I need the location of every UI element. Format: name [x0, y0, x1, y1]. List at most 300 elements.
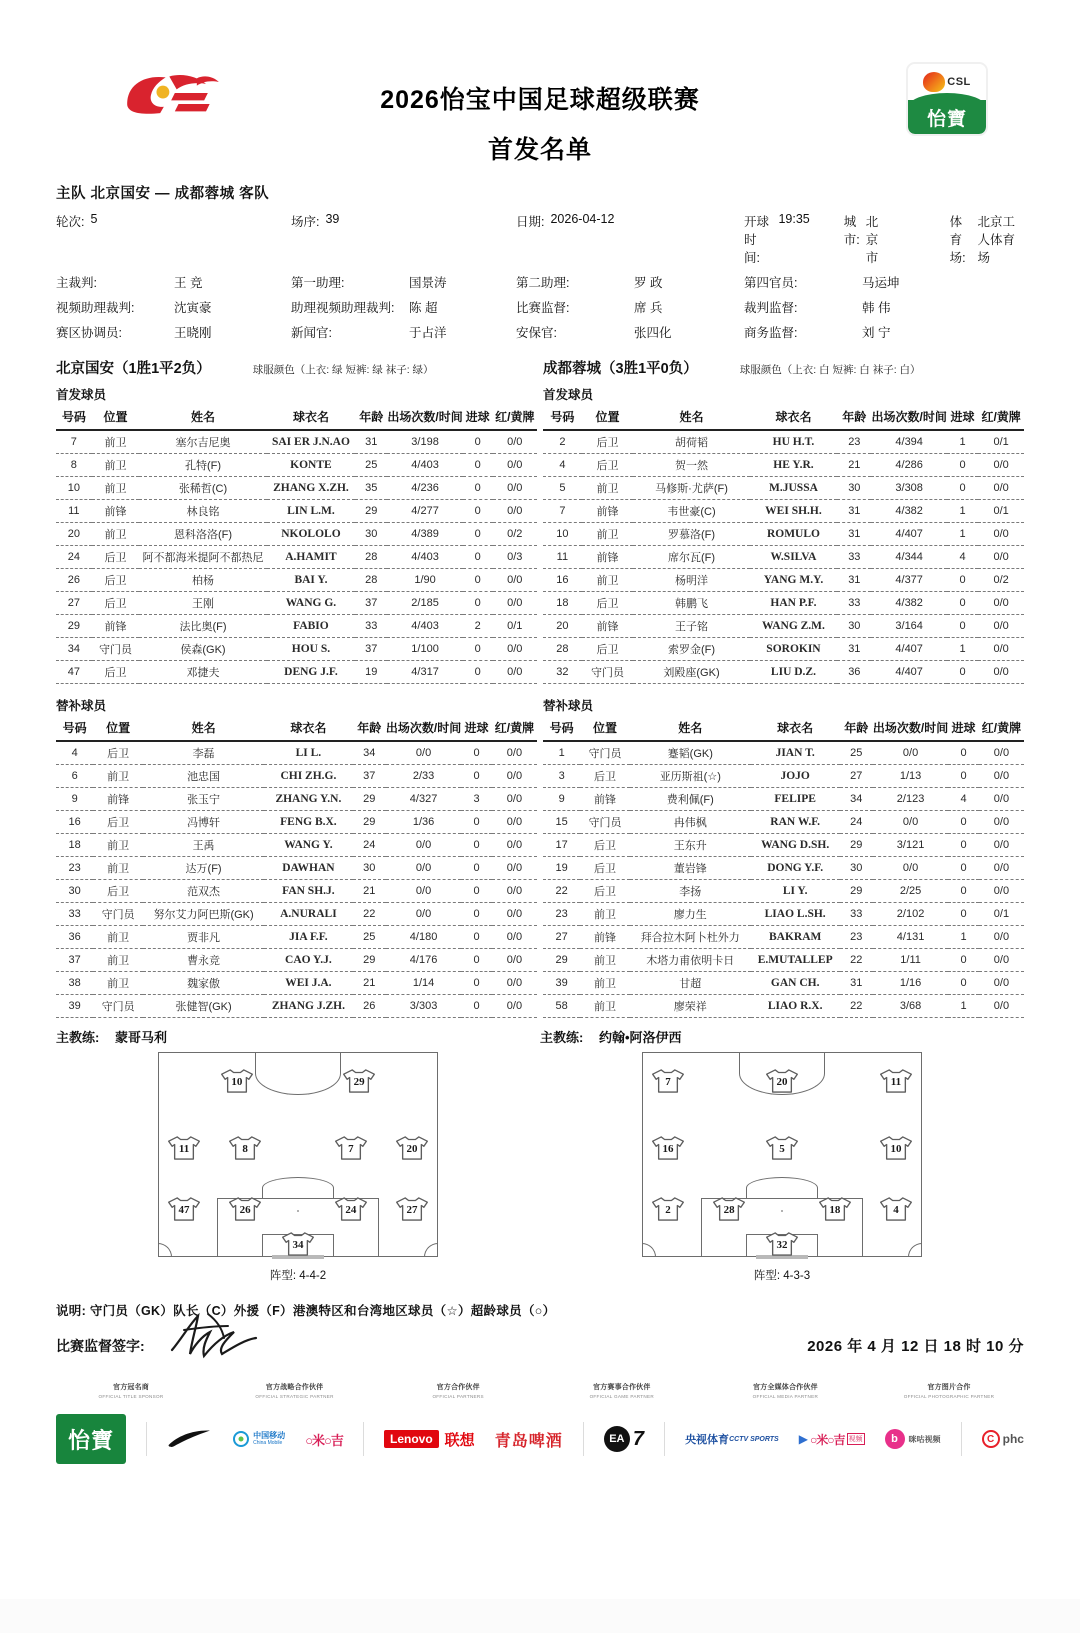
- player-shirt-47: [167, 1195, 201, 1223]
- shirt-number: 16: [662, 1143, 674, 1156]
- cell-pos: 后卫: [580, 834, 630, 857]
- cell-name: 席尔瓦(F): [633, 546, 750, 569]
- cell-pos: 前卫: [93, 949, 143, 972]
- cell-cards: 0/0: [979, 857, 1024, 880]
- sponsor-logos-row: [56, 1413, 1024, 1465]
- cell-cards: 0/0: [493, 569, 537, 592]
- player-shirt-16: [651, 1134, 685, 1162]
- signature-label: 比赛监督签字:: [56, 1337, 145, 1354]
- cell-goals: 0: [948, 949, 979, 972]
- info-stadium-label: 体育场:: [949, 215, 966, 265]
- cell-num: 34: [56, 638, 92, 661]
- cell-apps: 4/344: [871, 546, 946, 569]
- table-row: [543, 926, 1024, 949]
- sponsor-category: [710, 1382, 860, 1399]
- cell-pos: 后卫: [93, 811, 143, 834]
- cell-pos: 前锋: [582, 500, 633, 523]
- cell-pos: 前卫: [93, 926, 143, 949]
- official-fourth: [744, 273, 1024, 291]
- cell-cards: 0/0: [979, 926, 1024, 949]
- info-date-label: 日期:: [516, 215, 545, 229]
- cell-jersey: JIA F.F.: [264, 926, 352, 949]
- cell-goals: 0: [948, 903, 979, 926]
- cell-jersey: FAN SH.J.: [264, 880, 352, 903]
- bili-cn-text: 咪咕视频: [908, 1434, 941, 1444]
- player-shirt-8: [228, 1134, 262, 1162]
- cell-cards: 0/1: [978, 430, 1024, 454]
- cell-cards: 0/0: [492, 857, 537, 880]
- info-date-value: 2026-04-12: [550, 212, 615, 226]
- official-ar1-value: 国景涛: [409, 276, 447, 290]
- cell-age: 31: [837, 569, 871, 592]
- col-cards: 红/黄牌: [492, 717, 537, 741]
- official-fourth-value: 马运坤: [862, 276, 900, 290]
- cell-apps: 0/0: [873, 857, 948, 880]
- table-row: [543, 454, 1024, 477]
- cell-cards: 0/0: [978, 477, 1024, 500]
- cell-goals: 0: [947, 569, 978, 592]
- cell-num: 7: [543, 500, 582, 523]
- cell-jersey: LIU D.Z.: [750, 661, 837, 684]
- cell-num: 30: [56, 880, 93, 903]
- teams-container: [56, 357, 1024, 1018]
- cell-name: 韦世豪(C): [633, 500, 750, 523]
- cell-jersey: LIN L.M.: [267, 500, 356, 523]
- col-age: 年龄: [355, 406, 387, 430]
- cell-num: 11: [543, 546, 582, 569]
- official-coordinator-value: 王晓刚: [174, 326, 212, 340]
- cell-jersey: ZHANG X.ZH.: [267, 477, 356, 500]
- legend-notes: 说明: 守门员（GK）队长（C）外援（F）港澳特区和台湾地区球员（☆）超龄球员（○）: [56, 1304, 556, 1318]
- page-subtitle: 首发名单: [487, 136, 592, 164]
- cell-apps: 0/0: [386, 857, 461, 880]
- cell-goals: 0: [463, 523, 493, 546]
- sponsor-category: [220, 1382, 370, 1399]
- cell-goals: 0: [461, 741, 492, 765]
- col-pos: 位置: [92, 406, 140, 430]
- cell-age: 33: [837, 592, 871, 615]
- official-var: [56, 298, 291, 316]
- migu-arrow-icon: ▶: [798, 1432, 808, 1446]
- cell-num: 2: [543, 430, 582, 454]
- sponsor-category-cn: 官方赛事合作伙伴: [592, 1384, 651, 1391]
- info-city-label: 城市:: [843, 215, 860, 247]
- cell-name: 法比奥(F): [139, 615, 266, 638]
- official-referee: [56, 273, 291, 291]
- table-row: [56, 972, 537, 995]
- cell-name: 曹永竞: [143, 949, 264, 972]
- migu-video-tag: 视频: [847, 1433, 865, 1445]
- formations-row: [56, 1052, 1024, 1283]
- penalty-spot: [781, 1210, 783, 1212]
- cell-goals: 0: [463, 661, 493, 684]
- official-ar1-label: 第一助理:: [291, 276, 345, 290]
- cell-age: 30: [837, 477, 871, 500]
- cell-pos: 后卫: [92, 592, 140, 615]
- cell-cards: 0/0: [492, 880, 537, 903]
- cell-apps: 1/36: [386, 811, 461, 834]
- cell-cards: 0/0: [493, 477, 537, 500]
- cell-cards: 0/0: [979, 741, 1024, 765]
- sponsor-divider: [961, 1422, 962, 1456]
- cell-apps: 4/377: [871, 569, 946, 592]
- official-avar-value: 陈 超: [409, 301, 438, 315]
- cell-goals: 2: [463, 615, 493, 638]
- shirt-number: 10: [231, 1076, 243, 1089]
- cell-num: 19: [543, 857, 580, 880]
- match-info: [56, 182, 1024, 341]
- cell-apps: 2/102: [873, 903, 948, 926]
- cell-apps: 1/11: [873, 949, 948, 972]
- cell-goals: 0: [463, 546, 493, 569]
- cell-apps: 4/407: [871, 523, 946, 546]
- cell-goals: 0: [461, 834, 492, 857]
- cell-goals: 0: [948, 857, 979, 880]
- sponsor-category: [874, 1382, 1024, 1399]
- sponsor-tsingtao: [495, 1428, 563, 1451]
- official-var-label: 视频助理裁判:: [56, 301, 135, 315]
- cell-name: 池忠国: [143, 765, 264, 788]
- cell-jersey: WANG D.SH.: [751, 834, 840, 857]
- table-row: [56, 500, 537, 523]
- cell-cards: 0/0: [493, 454, 537, 477]
- shirt-number: 8: [242, 1143, 248, 1156]
- cell-pos: 前锋: [580, 926, 630, 949]
- cell-name: 塞尔吉尼奥: [139, 430, 266, 454]
- cell-age: 23: [840, 926, 873, 949]
- cell-name: 达万(F): [143, 857, 264, 880]
- cell-goals: 0: [463, 430, 493, 454]
- official-press: [291, 323, 516, 341]
- signature-row: [56, 1335, 1024, 1356]
- table-row: [56, 880, 537, 903]
- cell-pos: 后卫: [93, 880, 143, 903]
- cell-apps: 2/185: [387, 592, 462, 615]
- cell-apps: 4/277: [387, 500, 462, 523]
- supervisor-signature-mark: [164, 1310, 294, 1364]
- cell-age: 35: [355, 477, 387, 500]
- cell-goals: 0: [463, 500, 493, 523]
- cell-apps: 3/308: [871, 477, 946, 500]
- home-team-header: [56, 357, 537, 378]
- cell-jersey: E.MUTALLEP: [751, 949, 840, 972]
- cell-age: 30: [840, 857, 873, 880]
- cell-cards: 0/0: [492, 788, 537, 811]
- cell-cards: 0/0: [979, 765, 1024, 788]
- col-apps: 出场次数/时间: [387, 406, 462, 430]
- official-referee-value: 王 竞: [174, 276, 203, 290]
- cell-age: 33: [837, 546, 871, 569]
- home-starters-title: 首发球员: [56, 388, 107, 402]
- cell-num: 3: [543, 765, 580, 788]
- cell-pos: 前卫: [93, 857, 143, 880]
- cell-name: 亚历斯祖(☆): [630, 765, 751, 788]
- cell-num: 20: [543, 615, 582, 638]
- cell-apps: 2/123: [873, 788, 948, 811]
- official-coordinator-label: 赛区协调员:: [56, 326, 122, 340]
- col-age: 年龄: [840, 717, 873, 741]
- col-apps: 出场次数/时间: [871, 406, 946, 430]
- player-shirt-11: [167, 1134, 201, 1162]
- cell-num: 16: [56, 811, 93, 834]
- cell-goals: 0: [463, 454, 493, 477]
- cell-goals: 0: [948, 834, 979, 857]
- shirt-number: 20: [406, 1143, 418, 1156]
- player-shirt-7: [651, 1067, 685, 1095]
- cell-num: 29: [543, 949, 580, 972]
- cell-num: 47: [56, 661, 92, 684]
- away-formation-label: 阵型: 4-3-3: [753, 1270, 811, 1282]
- cell-num: 23: [56, 857, 93, 880]
- info-matchnum: [291, 212, 516, 266]
- cell-jersey: FABIO: [267, 615, 356, 638]
- cell-pos: 前卫: [582, 477, 633, 500]
- cell-pos: 后卫: [92, 661, 140, 684]
- cell-pos: 前锋: [93, 788, 143, 811]
- shirt-number: 28: [723, 1204, 735, 1217]
- away-subs-table: [543, 717, 1024, 1018]
- cell-jersey: LI Y.: [751, 880, 840, 903]
- cell-age: 22: [840, 949, 873, 972]
- cell-pos: 前卫: [93, 765, 143, 788]
- cell-num: 36: [56, 926, 93, 949]
- table-row: [543, 592, 1024, 615]
- table-row: [543, 972, 1024, 995]
- cell-pos: 前卫: [93, 834, 143, 857]
- official-match-supervisor-value: 席 兵: [634, 301, 663, 315]
- player-shirt-28: [712, 1195, 746, 1223]
- info-matchnum-value: 39: [325, 212, 340, 226]
- table-row: [56, 430, 537, 454]
- cell-name: 王子铭: [633, 615, 750, 638]
- info-kickoff-label: 开球时间:: [744, 215, 770, 265]
- cell-cards: 0/0: [978, 592, 1024, 615]
- table-row: [56, 546, 537, 569]
- cell-age: 23: [837, 430, 871, 454]
- player-shirt-32: [765, 1230, 799, 1258]
- csl-yibao-logo-icon: [906, 62, 988, 136]
- table-row: [543, 661, 1024, 684]
- china-mobile-cn: 中国移动: [253, 1430, 286, 1440]
- officials-grid: [56, 273, 1024, 341]
- player-shirt-34: [281, 1230, 315, 1258]
- cell-pos: 前卫: [582, 523, 633, 546]
- cell-age: 26: [353, 995, 386, 1018]
- cell-goals: 1: [948, 995, 979, 1018]
- cell-age: 21: [353, 972, 386, 995]
- cell-age: 37: [355, 638, 387, 661]
- ea7-text: 7: [632, 1427, 644, 1450]
- cell-age: 29: [353, 949, 386, 972]
- cell-name: 胡荷韬: [633, 430, 750, 454]
- cell-cards: 0/0: [978, 615, 1024, 638]
- table-row: [543, 638, 1024, 661]
- coaches-row: [56, 1027, 1024, 1046]
- table-row: [543, 903, 1024, 926]
- cell-num: 24: [56, 546, 92, 569]
- match-basics-row: [56, 212, 1024, 266]
- col-num: 号码: [56, 406, 92, 430]
- cell-age: 31: [837, 523, 871, 546]
- cell-cards: 0/0: [978, 638, 1024, 661]
- cell-pos: 前卫: [580, 949, 630, 972]
- cell-jersey: FENG B.X.: [264, 811, 352, 834]
- cell-name: 张玉宁: [143, 788, 264, 811]
- cell-goals: 0: [461, 949, 492, 972]
- col-num: 号码: [543, 406, 582, 430]
- sponsor-divider: [583, 1422, 584, 1456]
- table-row: [543, 615, 1024, 638]
- player-shirt-29: [342, 1067, 376, 1095]
- away-formation-wrap: [540, 1052, 1024, 1283]
- cell-num: 17: [543, 834, 580, 857]
- cell-cards: 0/0: [493, 638, 537, 661]
- photo-partner-logo-icon: C: [982, 1430, 1000, 1448]
- china-mobile-text: [253, 1432, 285, 1447]
- official-fourth-label: 第四官员:: [744, 276, 798, 290]
- cell-age: 27: [840, 765, 873, 788]
- cell-goals: 0: [463, 638, 493, 661]
- home-team-column: [56, 357, 537, 1018]
- table-row: [56, 765, 537, 788]
- cell-cards: 0/0: [492, 949, 537, 972]
- table-row: [56, 454, 537, 477]
- cell-name: 廖力生: [630, 903, 751, 926]
- signature-block: [56, 1336, 145, 1356]
- info-kickoff-group: [744, 212, 1024, 266]
- info-matchnum-label: 场序:: [291, 215, 320, 229]
- sponsor-category-labels: [56, 1382, 1024, 1399]
- official-commercial-value: 刘 宁: [862, 326, 891, 340]
- cell-apps: 1/13: [873, 765, 948, 788]
- cfl-logo-icon: [118, 64, 228, 122]
- cell-age: 25: [353, 926, 386, 949]
- table-row: [543, 430, 1024, 454]
- cell-goals: 0: [948, 880, 979, 903]
- official-ar1: [291, 273, 516, 291]
- cell-num: 9: [543, 788, 580, 811]
- cell-num: 10: [543, 523, 582, 546]
- table-row: [543, 477, 1024, 500]
- cell-cards: 0/0: [979, 949, 1024, 972]
- cell-num: 18: [56, 834, 93, 857]
- cell-jersey: NKOLOLO: [267, 523, 356, 546]
- table-row: [56, 477, 537, 500]
- cell-pos: 守门员: [580, 741, 630, 765]
- info-round: [56, 212, 291, 266]
- cell-jersey: RAN W.F.: [751, 811, 840, 834]
- corner-arc-left: [158, 1243, 172, 1257]
- table-row: [543, 834, 1024, 857]
- official-match-supervisor-label: 比赛监督:: [516, 301, 570, 315]
- cell-num: 39: [543, 972, 580, 995]
- table-row: [56, 741, 537, 765]
- cell-age: 31: [840, 972, 873, 995]
- yibao-wordmark-green: [908, 100, 986, 134]
- cell-apps: 3/121: [873, 834, 948, 857]
- cell-name: 孔特(F): [139, 454, 266, 477]
- cell-apps: 1/90: [387, 569, 462, 592]
- cell-cards: 0/0: [979, 972, 1024, 995]
- official-ar2: [516, 273, 744, 291]
- cell-name: 魏家傲: [143, 972, 264, 995]
- cell-age: 29: [840, 880, 873, 903]
- cell-apps: 2/25: [873, 880, 948, 903]
- cell-jersey: JIAN T.: [751, 741, 840, 765]
- signature-date: 2026 年 4 月 12 日 18 时 10 分: [807, 1338, 1024, 1355]
- cell-jersey: GAN CH.: [751, 972, 840, 995]
- sponsor-category-cn: 官方全媒体合作伙伴: [752, 1384, 818, 1391]
- corner-arc-right: [908, 1243, 922, 1257]
- cell-goals: 0: [947, 615, 978, 638]
- cell-name: 木塔力甫依明卡日: [630, 949, 751, 972]
- sponsor-category: [56, 1382, 206, 1399]
- info-round-label: 轮次:: [56, 215, 85, 229]
- cell-jersey: CAO Y.J.: [264, 949, 352, 972]
- cell-age: 30: [353, 857, 386, 880]
- cell-name: 邓捷夫: [139, 661, 266, 684]
- cell-name: 贾非凡: [143, 926, 264, 949]
- cell-jersey: HU H.T.: [750, 430, 837, 454]
- cell-goals: 0: [461, 765, 492, 788]
- cell-goals: 0: [948, 765, 979, 788]
- cell-pos: 前卫: [92, 523, 140, 546]
- cell-cards: 0/0: [978, 661, 1024, 684]
- cell-apps: 4/317: [387, 661, 462, 684]
- shirt-number: 5: [779, 1143, 785, 1156]
- shirt-number: 18: [829, 1204, 841, 1217]
- cell-pos: 后卫: [93, 741, 143, 765]
- cell-name: 甘超: [630, 972, 751, 995]
- matchup-line: 主队 北京国安 — 成都蓉城 客队: [56, 186, 270, 202]
- cell-apps: 1/100: [387, 638, 462, 661]
- player-shirt-20: [765, 1067, 799, 1095]
- cell-jersey: ZHANG J.ZH.: [264, 995, 352, 1018]
- cell-name: 廖荣祥: [630, 995, 751, 1018]
- cell-num: 37: [56, 949, 93, 972]
- cell-cards: 0/0: [493, 661, 537, 684]
- col-cards: 红/黄牌: [493, 406, 537, 430]
- shirt-number: 24: [345, 1204, 357, 1217]
- cell-cards: 0/0: [493, 500, 537, 523]
- cell-num: 15: [543, 811, 580, 834]
- cell-jersey: BAI Y.: [267, 569, 356, 592]
- cell-apps: 4/394: [871, 430, 946, 454]
- cell-jersey: SAI ER J.N.AO: [267, 430, 356, 454]
- sponsor-nike: [167, 1428, 213, 1450]
- home-subs-title: 替补球员: [56, 699, 107, 713]
- cell-goals: 0: [463, 569, 493, 592]
- sponsor-category-cn: 官方图片合作: [927, 1384, 971, 1391]
- cell-age: 34: [353, 741, 386, 765]
- china-mobile-en: China Mobile: [253, 1440, 283, 1447]
- cell-name: 冯博轩: [143, 811, 264, 834]
- cell-pos: 后卫: [580, 857, 630, 880]
- cell-goals: 1: [947, 500, 978, 523]
- shirt-number: 26: [239, 1204, 251, 1217]
- cell-age: 21: [353, 880, 386, 903]
- player-shirt-4: [879, 1195, 913, 1223]
- col-name: 姓名: [139, 406, 266, 430]
- cell-pos: 后卫: [92, 569, 140, 592]
- cell-apps: 0/0: [386, 834, 461, 857]
- shirt-number: 7: [348, 1143, 354, 1156]
- cell-jersey: LI L.: [264, 741, 352, 765]
- cell-cards: 0/0: [978, 523, 1024, 546]
- cell-name: 侯森(GK): [139, 638, 266, 661]
- cell-goals: 0: [947, 477, 978, 500]
- home-subs-table: [56, 717, 537, 1018]
